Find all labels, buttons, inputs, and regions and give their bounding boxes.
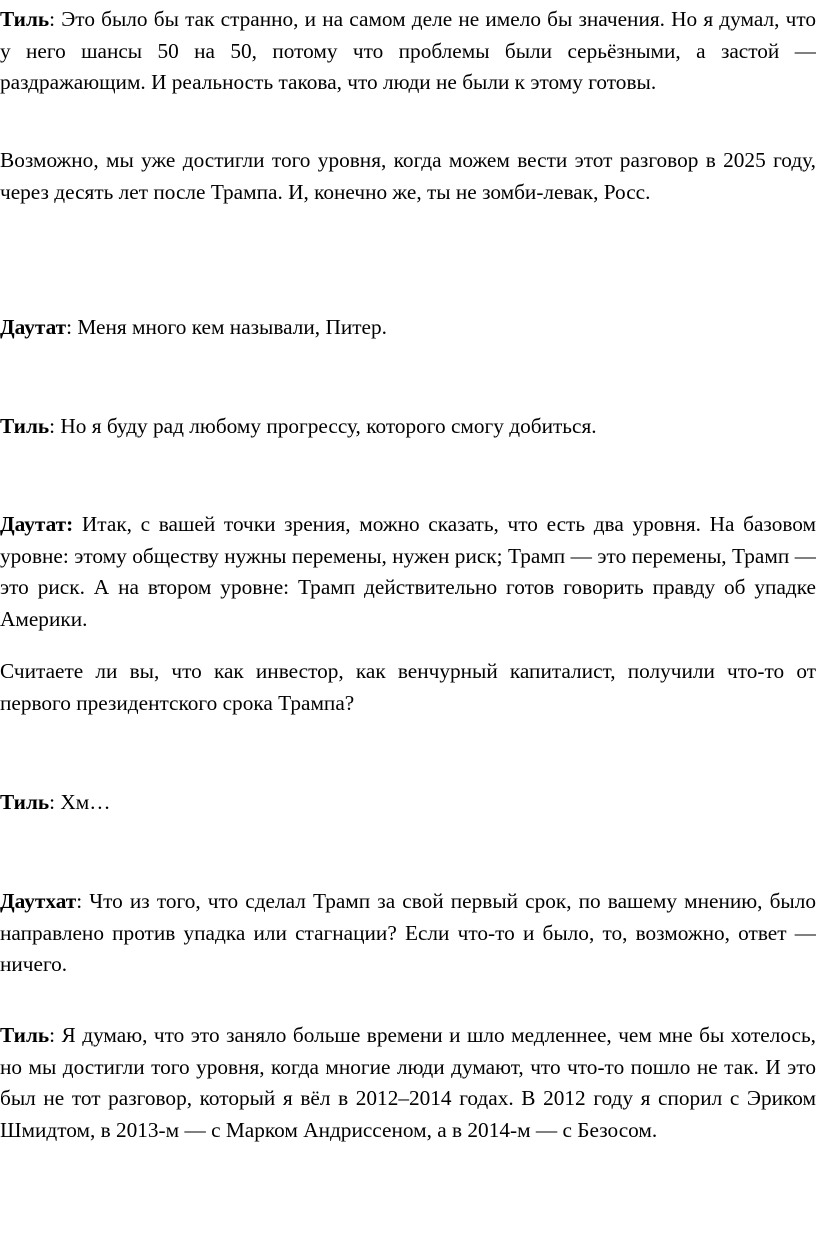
speaker-name: Тиль xyxy=(0,414,50,438)
speaker-name: Даутхат xyxy=(0,889,77,913)
paragraph-text: Возможно, мы уже достигли того уровня, когда можем вести этот разговор в 2025 году, через десять лет после Трампа. И, конечно же, ты не зомби-левак, Росс. xyxy=(0,148,816,204)
speaker-name: Тиль xyxy=(0,7,50,31)
speaker-separator: : xyxy=(49,1023,56,1047)
paragraph-douthat-1 xyxy=(0,312,816,344)
paragraph-thiel-2 xyxy=(0,145,816,208)
speaker-name: Тиль xyxy=(0,790,50,814)
speaker-name: Даутат xyxy=(0,315,67,339)
paragraph-text: Я думаю, что это заняло больше времени и шло медленнее, чем мне бы хотелось, но мы достигли того уровня, когда многие люди думают, что что-то пошло не так. И это был не тот разговор, который я вёл в 2012–2014 годах. В 2012 году я спорил с Эриком Шмидтом, в 2013-м — с Марком Андриссеном, а в 2014-м — с Безосом. xyxy=(0,1023,816,1142)
paragraph-text: Считаете ли вы, что как инвестор, как венчурный капиталист, получили что-то от первого президентского срока Трампа? xyxy=(0,659,816,715)
paragraph-thiel-3 xyxy=(0,411,816,443)
paragraph-text: Это было бы так странно, и на самом деле не имело бы значения. Но я думал, что у него шансы 50 на 50, потому что проблемы были серьёзными, а застой — раздражающим. И реальность такова, что люди не были к этому готовы. xyxy=(0,7,816,94)
paragraph-douthat-2 xyxy=(0,509,816,635)
paragraph-thiel-5 xyxy=(0,1020,816,1146)
paragraph-douthat-4 xyxy=(0,886,816,981)
paragraph-text: Меня много кем называли, Питер. xyxy=(72,315,387,339)
paragraph-text: Но я буду рад любому прогрессу, которого смогу добиться. xyxy=(55,414,597,438)
speaker-separator: : xyxy=(49,790,56,814)
paragraph-thiel-1 xyxy=(0,4,816,99)
speaker-separator: : xyxy=(66,315,73,339)
speaker-separator: : xyxy=(76,889,83,913)
paragraph-text: Итак, с вашей точки зрения, можно сказать, что есть два уровня. На базовом уровне: этому обществу нужны перемены, нужен риск; Трамп — это перемены, Трамп — это риск. А на втором уровне: Трамп действительно готов говорить правду об упадке Америки. xyxy=(0,512,816,631)
paragraph-text: Что из того, что сделал Трамп за свой первый срок, по вашему мнению, было направлено против упадка или стагнации? Если что-то и было, то, возможно, ответ — ничего. xyxy=(0,889,816,976)
paragraph-text: Хм… xyxy=(55,790,111,814)
paragraph-douthat-3 xyxy=(0,656,816,719)
speaker-name: Даутат: xyxy=(0,512,74,536)
paragraph-thiel-4 xyxy=(0,787,816,819)
speaker-name: Тиль xyxy=(0,1023,50,1047)
speaker-separator: : xyxy=(49,7,56,31)
speaker-separator: : xyxy=(49,414,56,438)
